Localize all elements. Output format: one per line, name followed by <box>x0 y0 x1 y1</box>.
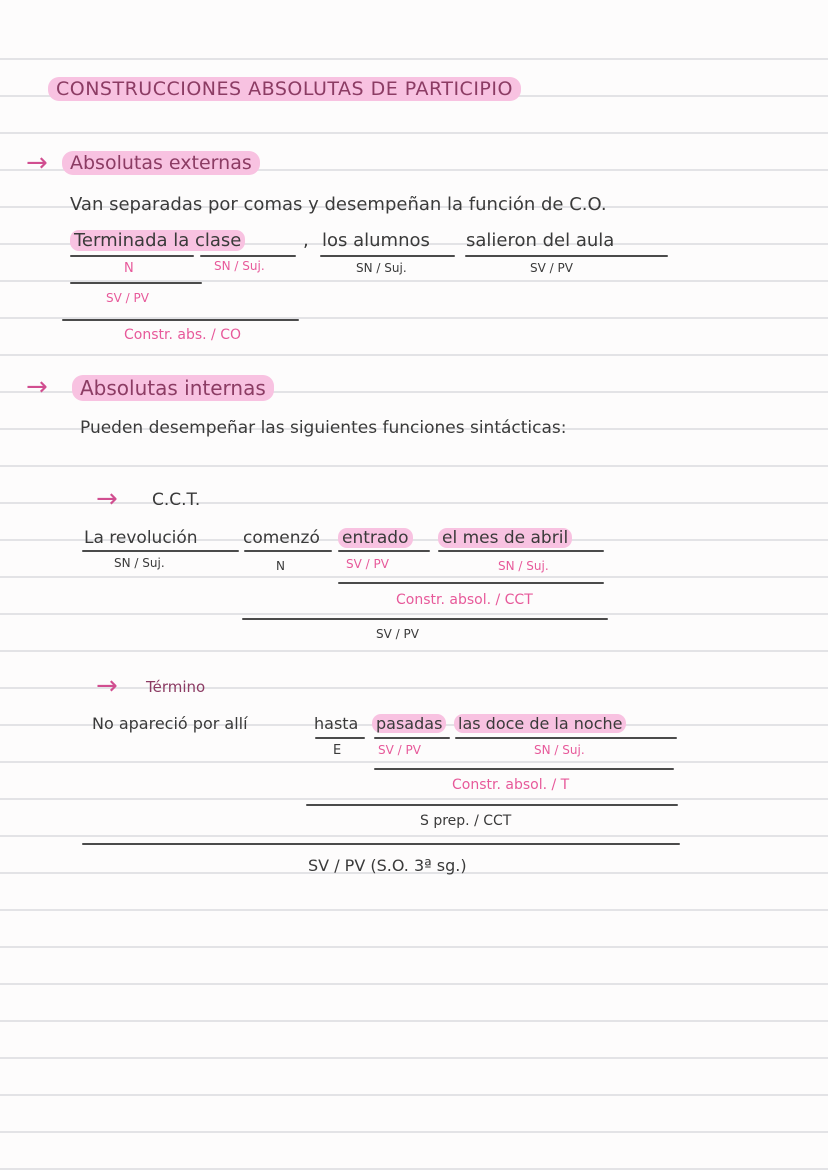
underline-los-alumnos <box>320 255 455 257</box>
underline-la-clase <box>200 255 296 257</box>
page-title <box>56 80 521 99</box>
cct-label-constr: Constr. absol. / CCT <box>396 592 533 608</box>
termino-word-no-aparecio: No apareció por allí <box>92 714 248 733</box>
underline-entrado <box>338 550 430 552</box>
termino-label-constr: Constr. absol. / T <box>452 777 570 793</box>
underline-sv-pv-cct <box>242 618 608 620</box>
label-constr-abs: Constr. abs. / CO <box>124 327 241 343</box>
underline-constr-absol-cct <box>338 582 604 584</box>
underline-sprep <box>306 804 678 806</box>
cct-label-sn-suj-2: SN / Suj. <box>498 559 549 573</box>
section-heading-internas-text: Absolutas internas <box>72 375 274 401</box>
cct-label-sn-suj: SN / Suj. <box>114 556 165 570</box>
termino-label-e: E <box>333 743 342 758</box>
termino-label-sv-pv: SV / PV <box>378 743 421 757</box>
underline-la-revolucion <box>82 550 239 552</box>
termino-word-hasta: hasta <box>314 714 359 733</box>
section-heading-externas <box>70 154 260 173</box>
cct-word-el-mes-de-abril-text: el mes de abril <box>438 528 572 548</box>
sentence1-part1-text: Terminada la clase <box>70 230 245 251</box>
underline-terminada <box>70 255 194 257</box>
right-arrow-icon: → <box>96 671 118 701</box>
underline-pasadas <box>374 737 450 739</box>
section2-description: Pueden desempeñar las siguientes funciones sintácticas: <box>80 418 567 438</box>
termino-label-sprep: S prep. / CCT <box>420 813 512 829</box>
right-arrow-icon: → <box>96 484 118 514</box>
termino-word-pasadas-text: pasadas <box>372 714 446 733</box>
cct-word-el-mes-de-abril <box>438 530 572 547</box>
sentence1-part1 <box>70 232 245 250</box>
sentence1-comma: , <box>303 230 309 251</box>
sentence1-part2: los alumnos <box>322 230 430 251</box>
cct-word-entrado <box>338 530 413 547</box>
label-n: N <box>124 261 134 276</box>
termino-word-las-doce-text: las doce de la noche <box>454 714 626 733</box>
underline-el-mes <box>438 550 604 552</box>
label-sv-pv-right: SV / PV <box>530 261 573 275</box>
cct-label-sv-pv: SV / PV <box>346 557 389 571</box>
underline-hasta <box>315 737 365 739</box>
cct-word-comenzo: comenzó <box>243 528 320 548</box>
label-sv-pv-left: SV / PV <box>106 291 149 305</box>
underline-comenzo <box>244 550 332 552</box>
sentence1-part3: salieron del aula <box>466 230 615 251</box>
label-sn-suj-1: SN / Suj. <box>214 259 265 273</box>
underline-sv-pv-left <box>70 282 202 284</box>
underline-constr-abs <box>62 319 299 321</box>
underline-sv-pv-final <box>82 843 680 845</box>
section-heading-externas-text: Absolutas externas <box>62 151 260 175</box>
termino-label-sn-suj: SN / Suj. <box>534 743 585 757</box>
label-sn-suj-2: SN / Suj. <box>356 261 407 275</box>
underline-constr-absol-t <box>374 768 674 770</box>
right-arrow-icon: → <box>26 372 48 402</box>
section-heading-internas <box>80 378 274 398</box>
termino-word-pasadas <box>372 716 446 732</box>
cct-heading: C.C.T. <box>152 490 201 510</box>
underline-las-doce <box>455 737 677 739</box>
page-title-text: CONSTRUCCIONES ABSOLUTAS DE PARTICIPIO <box>48 77 521 101</box>
cct-label-sv-pv-2: SV / PV <box>376 627 419 641</box>
underline-salieron <box>465 255 668 257</box>
right-arrow-icon: → <box>26 148 48 178</box>
section1-description: Van separadas por comas y desempeñan la función de C.O. <box>70 194 607 215</box>
cct-word-entrado-text: entrado <box>338 528 413 548</box>
termino-word-las-doce <box>454 716 626 732</box>
cct-label-n: N <box>276 559 285 573</box>
termino-label-final: SV / PV (S.O. 3ª sg.) <box>308 856 467 875</box>
cct-word-la-revolucion: La revolución <box>84 528 198 548</box>
termino-heading: Término <box>146 678 206 696</box>
